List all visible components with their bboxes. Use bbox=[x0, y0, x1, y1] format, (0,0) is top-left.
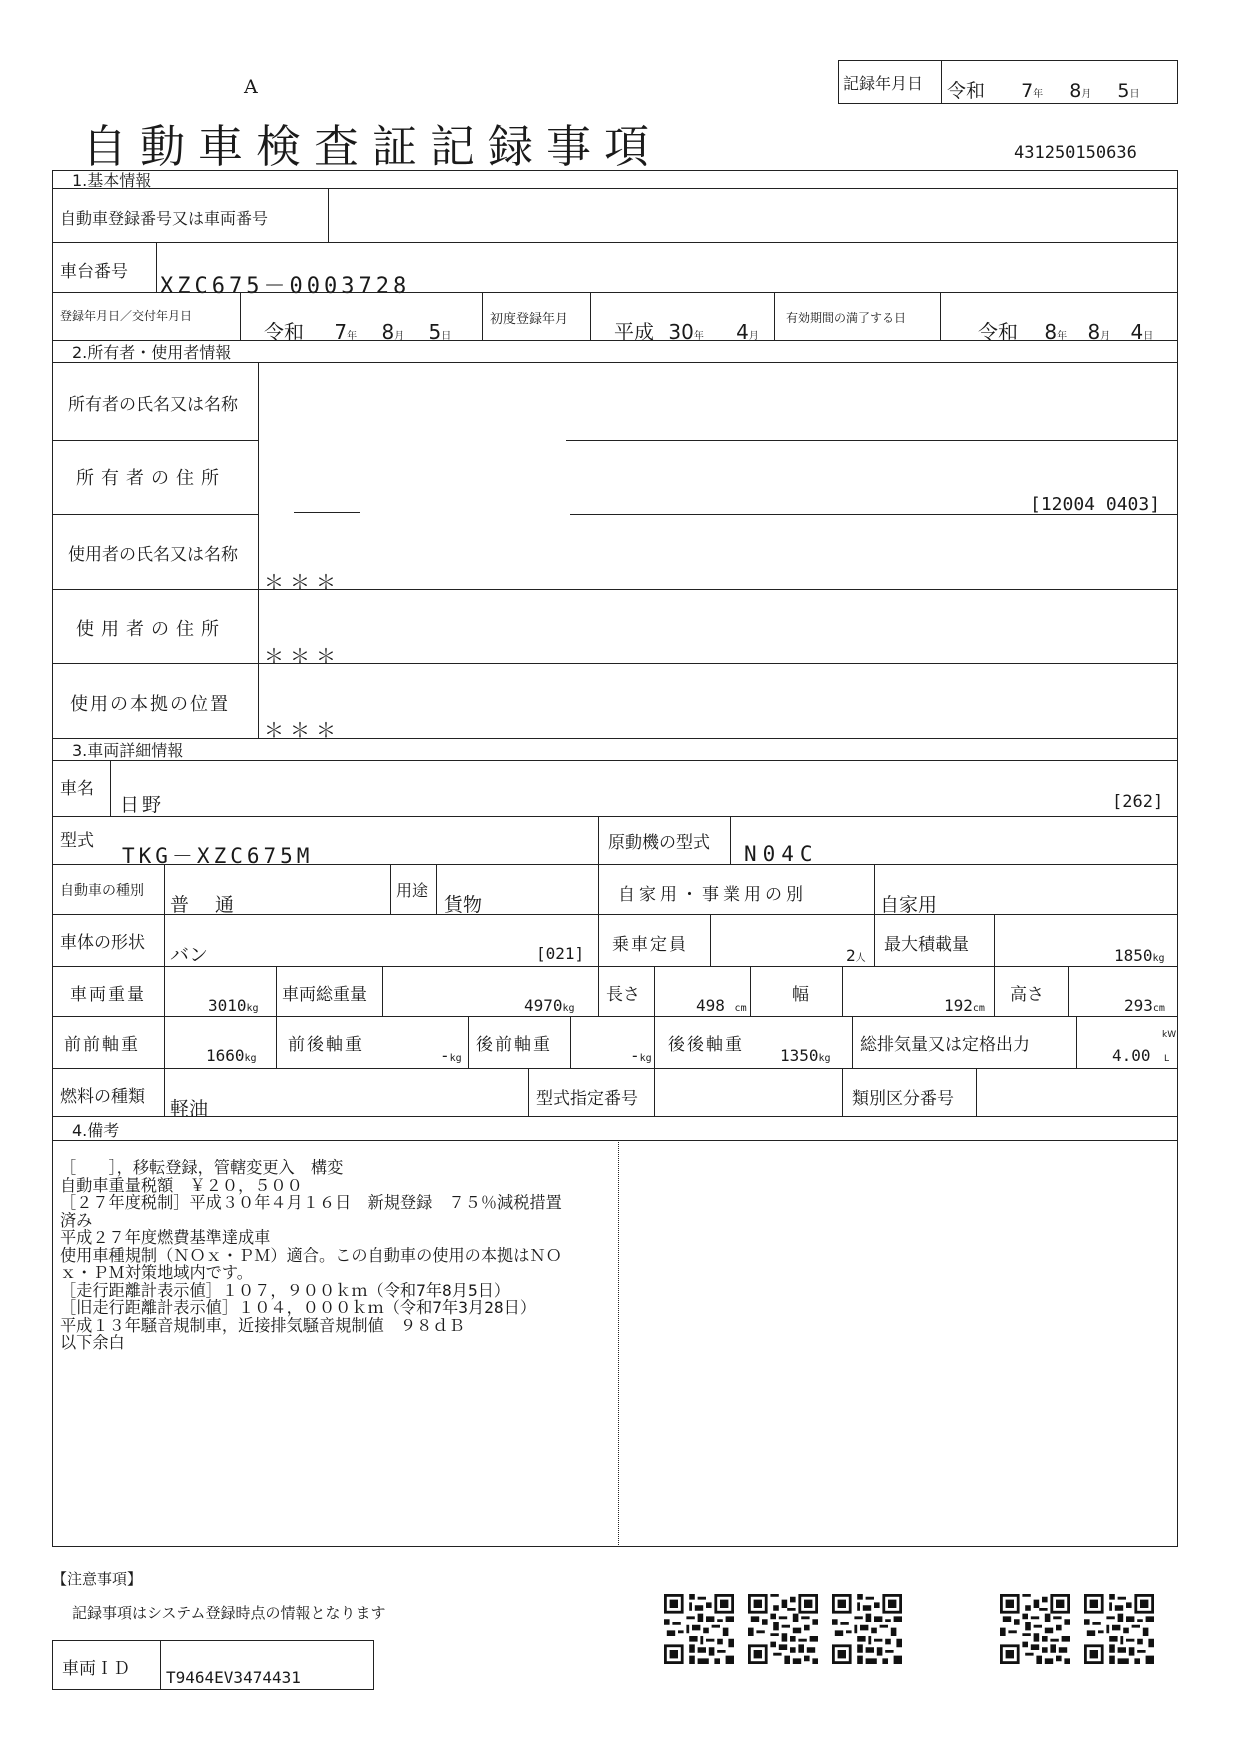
qr-code-icon bbox=[832, 1594, 902, 1664]
user-name-value: ＊＊＊ bbox=[264, 570, 342, 594]
vehicle-type-value: 普 通 bbox=[170, 894, 245, 916]
remarks-line: ［走行距離計表示値］１０７，９００ｋｍ（令和7年8月5日） bbox=[60, 1280, 511, 1300]
registration-date-label: 登録年月日／交付年月日 bbox=[60, 309, 193, 323]
gross-weight-value: 4970kg bbox=[524, 996, 575, 1015]
owner-address-code: [12004 0403] bbox=[1030, 494, 1161, 515]
chassis-number-label: 車台番号 bbox=[60, 262, 128, 282]
remarks-line: ［ ］，移転登録，管轄変更入 構変 bbox=[60, 1158, 344, 1177]
front-front-axle-label: 前前軸重 bbox=[64, 1035, 140, 1055]
first-registration-value: 平成 30年 4月 bbox=[614, 320, 759, 344]
model-value: TKG－XZC675M bbox=[122, 844, 314, 868]
fuel-type-label: 燃料の種類 bbox=[60, 1087, 145, 1107]
body-shape-value: バン bbox=[170, 944, 209, 966]
length-label: 長さ bbox=[606, 985, 640, 1005]
body-shape-code: [021] bbox=[536, 944, 585, 963]
displacement-label: 総排気量又は定格出力 bbox=[860, 1035, 1030, 1055]
front-rear-axle-label: 前後軸重 bbox=[288, 1035, 364, 1055]
remarks-line: ｘ・ＰＭ対策地域内です。 bbox=[60, 1263, 253, 1282]
model-label: 型式 bbox=[60, 831, 94, 851]
fuel-type-value: 軽油 bbox=[170, 1098, 209, 1120]
body-shape-label: 車体の形状 bbox=[60, 933, 145, 953]
vehicle-type-label: 自動車の種別 bbox=[60, 883, 144, 899]
qr-code-icon bbox=[1084, 1594, 1154, 1664]
expiry-date-label: 有効期間の満了する日 bbox=[786, 311, 907, 325]
remarks-line: 平成２７年度燃費基準達成車 bbox=[60, 1228, 271, 1247]
displacement-value: 4.00 bbox=[1112, 1046, 1151, 1065]
rear-rear-axle-label: 後後軸重 bbox=[668, 1035, 744, 1055]
rear-front-axle-value: -kg bbox=[630, 1046, 652, 1065]
record-date-value: 令和 7年 8月 5日 bbox=[947, 80, 1140, 102]
remarks-line: 以下余白 bbox=[60, 1333, 125, 1352]
remarks-line: 自動車重量税額 ￥２０，５００ bbox=[60, 1175, 303, 1195]
document-number: 431250150636 bbox=[1014, 143, 1137, 163]
vehicle-name-code: [262] bbox=[1112, 792, 1164, 812]
private-business-value: 自家用 bbox=[880, 894, 938, 916]
qr-code-icon bbox=[748, 1594, 818, 1664]
vehicle-name-label: 車名 bbox=[60, 779, 94, 799]
vehicle-weight-value: 3010kg bbox=[208, 996, 259, 1015]
remarks-line: ［２７年度税制］平成３０年４月１６日 新規登録 ７５％減税措置 bbox=[60, 1193, 562, 1212]
height-label: 高さ bbox=[1010, 985, 1044, 1005]
max-load-label: 最大積載量 bbox=[884, 935, 969, 955]
front-rear-axle-value: -kg bbox=[440, 1046, 462, 1065]
section-2-heading: 2.所有者・使用者情報 bbox=[72, 343, 232, 362]
vehicle-id-label: 車両ＩＤ bbox=[62, 1659, 130, 1679]
remarks-line: 平成１３年騒音規制車，近接排気騒音規制値 ９８ｄＢ bbox=[60, 1315, 465, 1335]
notice-text: 記録事項はシステム登録時点の情報となります bbox=[72, 1604, 386, 1622]
qr-code-icon bbox=[1000, 1594, 1070, 1664]
capacity-label: 乗車定員 bbox=[612, 935, 688, 955]
owner-name-label: 所有者の氏名又は名称 bbox=[68, 395, 238, 415]
user-address-label: 使用者の住所 bbox=[76, 619, 226, 640]
remarks-line: 済み bbox=[60, 1210, 93, 1230]
vehicle-name-value: 日野 bbox=[120, 794, 165, 816]
section-1-heading: 1.基本情報 bbox=[72, 171, 152, 190]
engine-model-value: N04C bbox=[744, 842, 819, 866]
use-label: 用途 bbox=[396, 881, 429, 900]
rear-rear-axle-value: 1350kg bbox=[780, 1046, 831, 1065]
height-value: 293cm bbox=[1124, 996, 1165, 1015]
private-business-label: 自家用・事業用の別 bbox=[618, 885, 807, 905]
first-registration-label: 初度登録年月 bbox=[490, 312, 569, 327]
owner-address-label: 所有者の住所 bbox=[76, 468, 226, 489]
user-address-value: ＊＊＊ bbox=[264, 644, 342, 668]
remarks-line: ［旧走行距離計表示値］１０４，０００ｋｍ（令和7年3月28日） bbox=[60, 1298, 537, 1317]
user-name-label: 使用者の氏名又は名称 bbox=[68, 545, 238, 565]
remarks-list bbox=[60, 1159, 620, 1352]
max-load-value: 1850kg bbox=[1114, 946, 1165, 965]
qr-code-icon bbox=[664, 1594, 734, 1664]
front-front-axle-value: 1660kg bbox=[206, 1046, 257, 1065]
expiry-date-value: 令和 8年 8月 4日 bbox=[978, 320, 1154, 344]
rear-front-axle-label: 後前軸重 bbox=[476, 1035, 552, 1055]
displacement-unit-kw: kW bbox=[1162, 1030, 1177, 1040]
notice-heading: 【注意事項】 bbox=[52, 1570, 143, 1588]
gross-weight-label: 車両総重量 bbox=[282, 985, 367, 1005]
section-3-heading: 3.車両詳細情報 bbox=[72, 741, 184, 760]
vehicle-weight-label: 車両重量 bbox=[70, 985, 146, 1005]
registration-number-label: 自動車登録番号又は車両番号 bbox=[60, 209, 269, 228]
record-date-label: 記録年月日 bbox=[843, 74, 924, 93]
category-number-label: 類別区分番号 bbox=[852, 1089, 954, 1109]
vehicle-id-value: T9464EV3474431 bbox=[166, 1668, 301, 1687]
base-location-label: 使用の本拠の位置 bbox=[70, 694, 230, 715]
engine-model-label: 原動機の型式 bbox=[608, 833, 710, 853]
section-4-heading: 4.備考 bbox=[72, 1121, 120, 1140]
registration-date-value: 令和 7年 8月 5日 bbox=[264, 320, 452, 344]
remarks-line: 使用車種規制（ＮＯｘ・ＰＭ）適合。この自動車の使用の本拠はＮＯ bbox=[60, 1245, 562, 1265]
length-value: 498 cm bbox=[696, 996, 747, 1015]
width-label: 幅 bbox=[792, 985, 809, 1005]
chassis-number-value: XZC675－0003728 bbox=[160, 274, 411, 299]
displacement-unit-l: L bbox=[1164, 1054, 1170, 1064]
capacity-value: 2人 bbox=[846, 946, 866, 965]
model-designation-label: 型式指定番号 bbox=[536, 1089, 638, 1109]
document-title: 自動車検査証記録事項 bbox=[82, 120, 663, 173]
base-location-value: ＊＊＊ bbox=[264, 718, 342, 742]
width-value: 192cm bbox=[944, 996, 985, 1015]
corner-mark: A bbox=[244, 76, 258, 98]
use-value: 貨物 bbox=[444, 894, 483, 916]
